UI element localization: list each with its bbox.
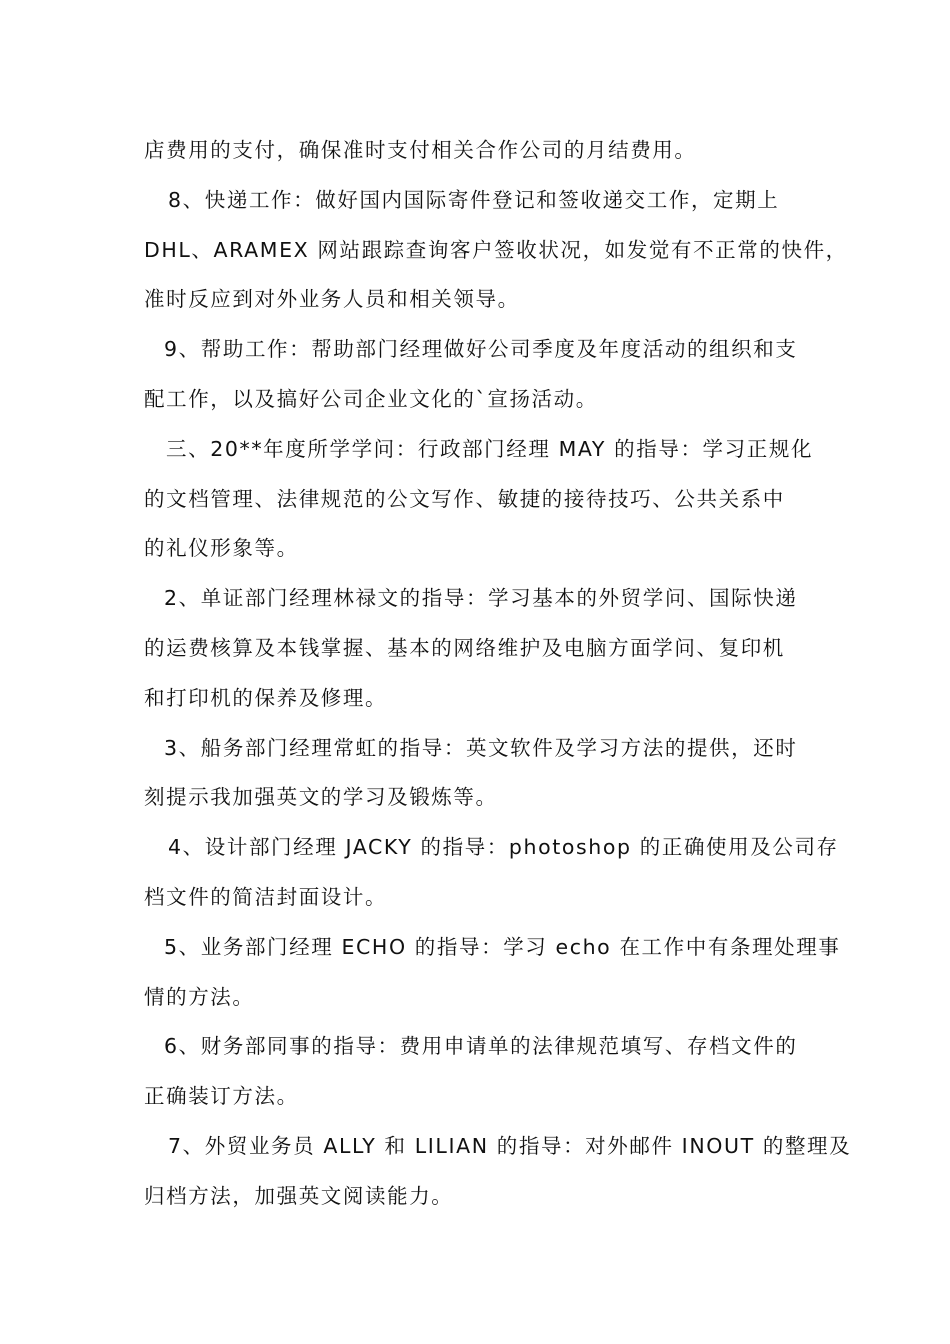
paragraph-line: 7、外贸业务员 ALLY 和 LILIAN 的指导：对外邮件 INOUT 的整理及 [168,1133,852,1158]
paragraph-line: 的运费核算及本钱掌握、基本的网络维护及电脑方面学问、复印机 [144,635,785,660]
paragraph-line: 准时反应到对外业务人员和相关领导。 [144,287,520,312]
paragraph-line: 正确装订方法。 [144,1084,299,1109]
paragraph-line: 归档方法，加强英文阅读能力。 [144,1183,454,1208]
paragraph-line: 4、设计部门经理 JACKY 的指导：photoshop 的正确使用及公司存 [168,835,839,860]
paragraph-line: 配工作，以及搞好公司企业文化的`宣扬活动。 [144,386,598,411]
paragraph-line: 9、帮助工作：帮助部门经理做好公司季度及年度活动的组织和支 [164,337,798,362]
paragraph-line: 的礼仪形象等。 [144,536,299,561]
paragraph-line: DHL、ARAMEX 网站跟踪查询客户签收状况，如发觉有不正常的快件， [144,237,848,262]
paragraph-line: 档文件的简洁封面设计。 [144,884,388,909]
paragraph-line: 8、快递工作：做好国内国际寄件登记和签收递交工作，定期上 [168,187,780,212]
paragraph-line: 刻提示我加强英文的学习及锻炼等。 [144,785,498,810]
paragraph-line: 5、业务部门经理 ECHO 的指导：学习 echo 在工作中有条理处理事 [164,934,841,959]
document-body [144,126,852,1222]
paragraph-line: 6、财务部同事的指导：费用申请单的法律规范填写、存档文件的 [164,1034,798,1059]
paragraph-line: 情的方法。 [144,984,255,1009]
paragraph-line: 3、船务部门经理常虹的指导：英文软件及学习方法的提供，还时 [164,735,798,760]
paragraph-line: 和打印机的保养及修理。 [144,685,388,710]
paragraph-line: 的文档管理、法律规范的公文写作、敏捷的接待技巧、公共关系中 [144,486,785,511]
paragraph-line: 三、20**年度所学学问：行政部门经理 MAY 的指导：学习正规化 [166,436,814,461]
paragraph-line: 2、单证部门经理林禄文的指导：学习基本的外贸学问、国际快递 [164,586,798,611]
paragraph-line: 店费用的支付，确保准时支付相关合作公司的月结费用。 [144,138,697,162]
